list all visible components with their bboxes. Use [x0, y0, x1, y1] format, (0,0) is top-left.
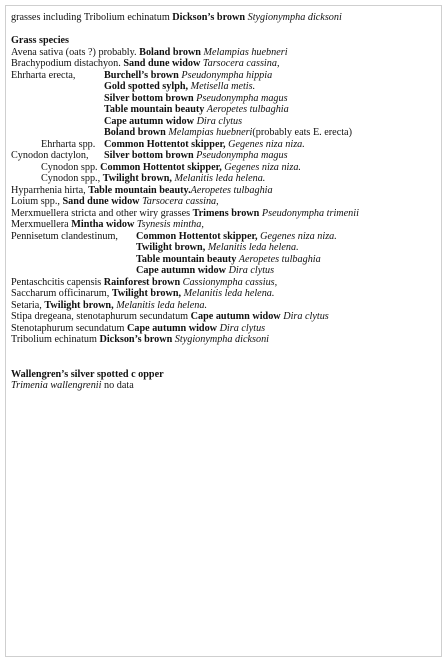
butterfly-common-name: Common Hottentot skipper,: [136, 230, 258, 242]
butterfly-common-name: Mintha widow: [71, 219, 135, 230]
butterfly-scientific-name: Dira clytus: [217, 322, 266, 334]
butterfly-scientific-name: Pseudonympha hippia: [178, 69, 273, 81]
plant-name: Stenotaphurum secundatum: [11, 322, 128, 334]
plant-name: Saccharum officinarum,: [11, 288, 112, 299]
butterfly-scientific-name: Stygionympha dicksoni: [245, 12, 342, 23]
plant-name: Merxmuellera stricta and other wiry grasses: [11, 207, 193, 219]
butterfly-scientific-name: Gegenes niza niza.: [257, 230, 337, 242]
butterfly-scientific-name: Tarsocera cassina,: [200, 58, 280, 69]
butterfly-scientific-name: Trimenia wallengrenii: [11, 380, 102, 391]
plant-name: Tribolium echinatum: [11, 334, 100, 345]
text-line: [11, 265, 435, 277]
plant-name: Cynodon spp.,: [41, 173, 103, 184]
plant-name: Loium spp.,: [11, 196, 63, 207]
text-line: [11, 162, 435, 174]
text-line: [11, 300, 435, 312]
butterfly-common-name: Dickson’s brown: [99, 334, 173, 345]
butterfly-common-name: Cape autumn widow: [136, 265, 227, 276]
plant-name: Merxmuellera: [11, 219, 72, 230]
butterfly-scientific-name: Tarsocera cassina,: [139, 196, 219, 207]
text-line: [11, 323, 435, 335]
text-line: [11, 196, 435, 208]
text-line: [11, 150, 435, 162]
butterfly-common-name: Twilight brown,: [102, 173, 172, 184]
butterfly-scientific-name: Pseudonympha magus: [193, 92, 288, 104]
text-line: [11, 47, 435, 59]
butterfly-common-name: Common Hottentot skipper,: [100, 161, 222, 173]
section-heading-silver-spotted-copper: Wallengren’s silver spotted c opper: [11, 368, 164, 380]
text-line: [11, 185, 435, 197]
butterfly-common-name: Silver bottom brown: [104, 150, 194, 161]
section-heading-grass-species: Grass species: [11, 35, 70, 46]
text-line: [11, 288, 435, 300]
butterfly-scientific-name: Aeropetes tulbaghia: [204, 104, 289, 115]
plant-name: Ehrharta spp.: [41, 138, 96, 150]
butterfly-common-name: Common Hottentot skipper,: [104, 138, 226, 150]
text-line: [11, 311, 435, 323]
butterfly-common-name: Cape autumn widow: [104, 115, 195, 127]
plant-name: Stipa dregeana, stenotaphurum secundatum: [11, 311, 191, 322]
butterfly-common-name: Twilight brown,: [136, 242, 206, 253]
butterfly-scientific-name: Stygionympha dicksoni: [172, 334, 269, 345]
butterfly-common-name: Rainforest brown: [103, 276, 181, 288]
butterfly-scientific-name: Pseudonympha magus: [193, 150, 288, 161]
plant-name: Pennisetum clandestinum,: [11, 230, 118, 242]
text-line: [11, 208, 435, 220]
note-text: no data: [101, 380, 134, 391]
text-line: [11, 242, 435, 254]
butterfly-common-name: Dickson’s brown: [172, 12, 246, 23]
butterfly-common-name: Sand dune widow: [123, 58, 201, 69]
text-line: [11, 139, 435, 151]
butterfly-common-name: Cape autumn widow: [190, 311, 281, 322]
butterfly-scientific-name: Melanitis leda helena.: [113, 299, 208, 311]
plant-name: Ehrharta erecta,: [11, 69, 76, 81]
butterfly-common-name: Twilight brown,: [111, 288, 182, 299]
butterfly-scientific-name: Melanitis leda helena.: [171, 173, 266, 184]
butterfly-common-name: Table mountain beauty.: [88, 184, 191, 196]
butterfly-common-name: Gold spotted sylph,: [104, 81, 189, 92]
text-line: [11, 104, 435, 116]
butterfly-common-name: Boland brown: [104, 127, 166, 138]
butterfly-scientific-name: Tsynesis mintha,: [134, 219, 204, 230]
text-line: [11, 254, 435, 266]
text-line: [11, 58, 435, 70]
butterfly-scientific-name: Dira clytus: [226, 265, 275, 276]
butterfly-scientific-name: Aeropetes tulbaghia: [236, 253, 321, 265]
butterfly-scientific-name: Gegenes niza niza.: [221, 161, 301, 173]
plant-name: Cynodon spp.: [41, 161, 101, 173]
text-line: [11, 93, 435, 105]
plant-name: Setaria,: [11, 299, 45, 311]
note-text: (probably eats E. erecta): [252, 127, 352, 138]
butterfly-common-name: Boland brown: [139, 46, 201, 58]
plant-name: Hyparrhenia hirta,: [11, 184, 89, 196]
butterfly-common-name: Table mountain beauty: [136, 253, 237, 265]
plant-name: Pentaschcitis capensis: [11, 276, 104, 288]
butterfly-scientific-name: Pseudonympha trimenii: [259, 207, 359, 219]
text-line: [11, 81, 435, 93]
text-line: [11, 127, 435, 139]
butterfly-scientific-name: Metisella metis.: [188, 81, 256, 92]
butterfly-scientific-name: Dira clytus: [280, 311, 329, 322]
butterfly-common-name: Twilight brown,: [44, 299, 114, 311]
butterfly-common-name: Table mountain beauty: [104, 104, 205, 115]
text-line: [11, 219, 435, 231]
butterfly-common-name: Cape autumn widow: [127, 322, 218, 334]
butterfly-scientific-name: Gegenes niza niza.: [225, 138, 305, 150]
text-line: [11, 231, 435, 243]
text-line: [11, 380, 435, 392]
plant-name: Brachypodium distachyon.: [11, 58, 124, 69]
butterfly-scientific-name: Aeropetes tulbaghia: [190, 184, 273, 196]
butterfly-common-name: Silver bottom brown: [104, 92, 194, 104]
butterfly-scientific-name: Melanitis leda helena.: [181, 288, 275, 299]
butterfly-common-name: Burchell’s brown: [104, 69, 179, 81]
butterfly-common-name: Trimens brown: [192, 207, 260, 219]
text-line: [11, 70, 435, 82]
text-line: [11, 12, 435, 24]
plant-name: Avena sativa (oats ?) probably.: [11, 46, 140, 58]
document-page: [5, 5, 442, 657]
plant-name: grasses including Tribolium echinatum: [11, 12, 173, 23]
butterfly-scientific-name: Dira clytus: [194, 115, 243, 127]
text-line: [11, 173, 435, 185]
text-line: [11, 277, 435, 289]
butterfly-scientific-name: Melampias huebneri: [200, 46, 288, 58]
butterfly-scientific-name: Melanitis leda helena.: [205, 242, 299, 253]
butterfly-common-name: Sand dune widow: [62, 196, 140, 207]
butterfly-scientific-name: Cassionympha cassius,: [180, 276, 278, 288]
text-line: [11, 334, 435, 346]
butterfly-scientific-name: Melampias huebneri: [165, 127, 253, 138]
text-line: [11, 116, 435, 128]
plant-name: Cynodon dactylon,: [11, 150, 89, 161]
